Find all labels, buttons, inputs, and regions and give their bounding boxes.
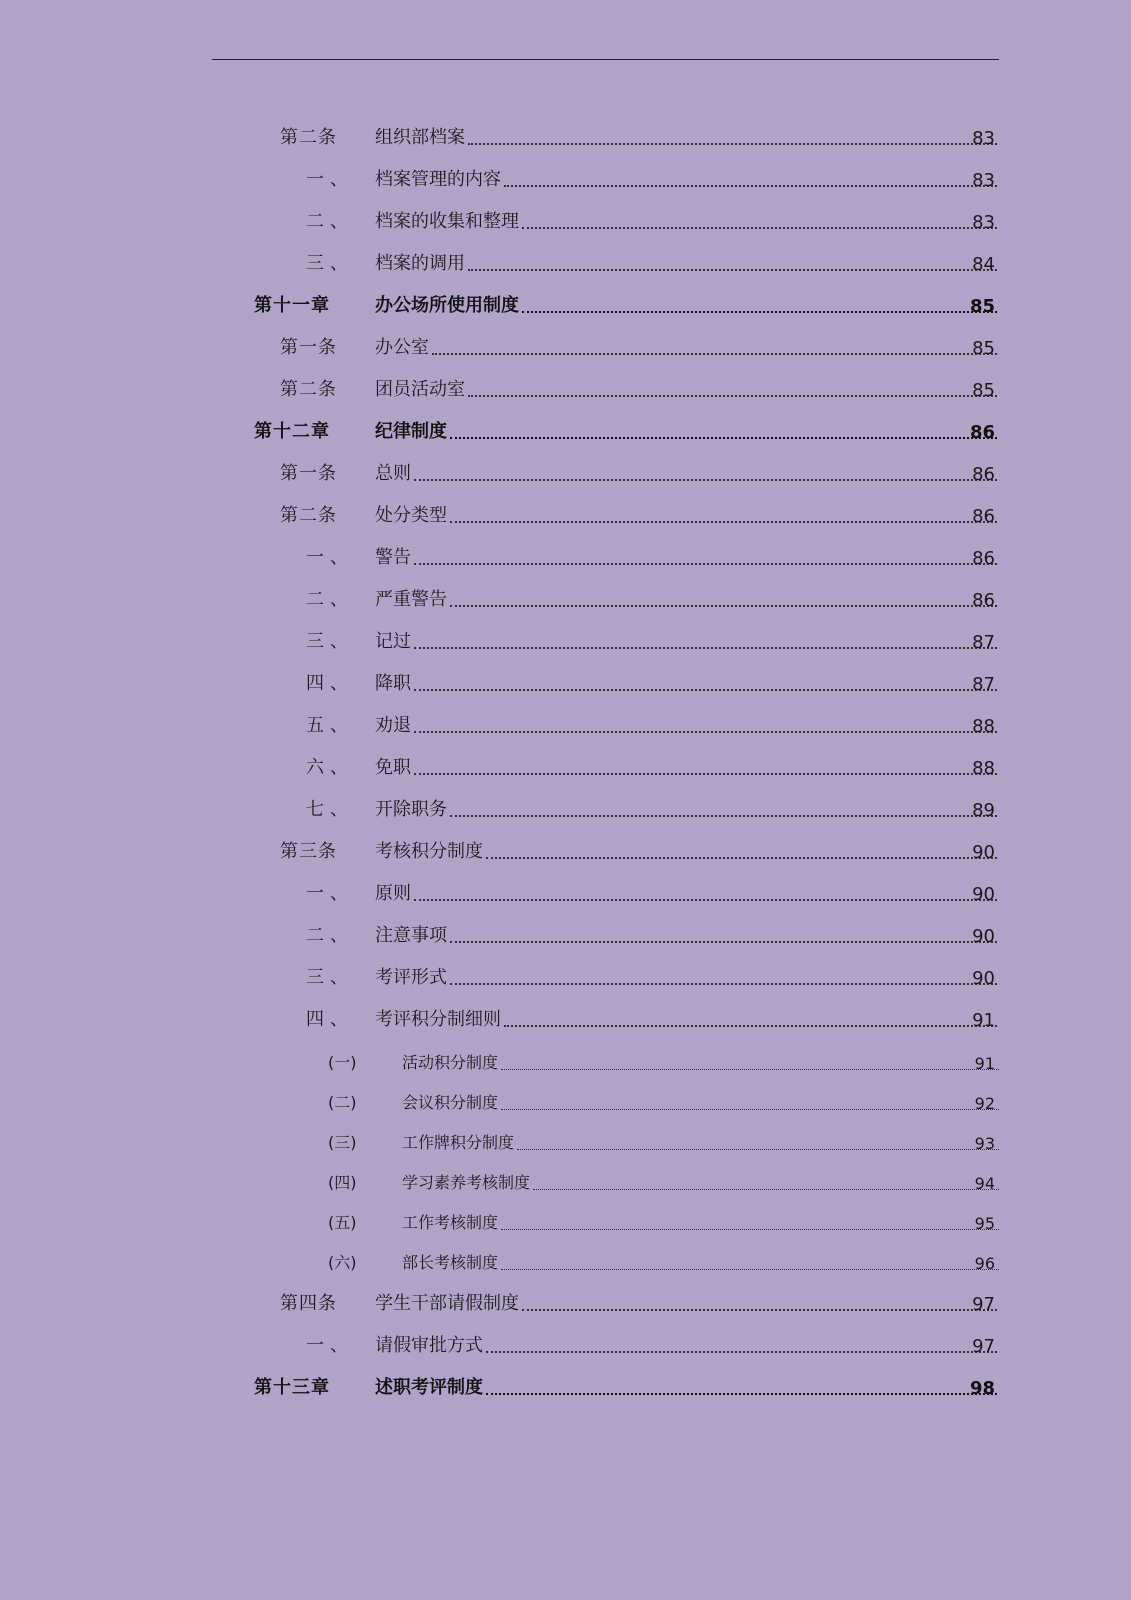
toc-entry-title[interactable]: 考评积分制细则 xyxy=(375,1009,501,1030)
toc-entry-title[interactable]: 团员活动室 xyxy=(375,379,465,400)
toc-entry-page-number[interactable]: 95 xyxy=(974,1214,995,1233)
toc-entry[interactable] xyxy=(0,1208,1131,1236)
toc-entry-title[interactable]: 严重警告 xyxy=(375,589,447,610)
toc-entry-title-group xyxy=(375,375,1000,401)
toc-entry-page-number[interactable]: 88 xyxy=(972,758,995,779)
toc-entry-number: (三) xyxy=(328,1133,357,1152)
toc-entry-page-number[interactable]: 86 xyxy=(972,590,995,611)
dot-leader xyxy=(450,815,997,817)
toc-entry-title-group xyxy=(402,1170,1002,1193)
toc-entry-number: 四、 xyxy=(306,673,354,694)
toc-entry-page-number[interactable]: 90 xyxy=(972,968,995,989)
toc-entry[interactable] xyxy=(0,418,1131,446)
toc-entry-title[interactable]: 工作牌积分制度 xyxy=(402,1133,515,1152)
dot-leader xyxy=(522,1309,997,1311)
toc-entry-page-number[interactable]: 93 xyxy=(974,1134,995,1153)
toc-entry-number: 第一条 xyxy=(280,337,337,358)
toc-entry-number: 三、 xyxy=(306,631,354,652)
dot-leader xyxy=(468,143,997,145)
toc-entry-page-number[interactable]: 94 xyxy=(974,1174,995,1193)
toc-entry-title-group xyxy=(375,459,1000,485)
toc-entry-title[interactable]: 办公场所使用制度 xyxy=(375,295,519,316)
toc-entry-page-number[interactable]: 98 xyxy=(969,1378,995,1399)
toc-entry-title-group xyxy=(375,963,1000,989)
toc-entry-page-number[interactable]: 86 xyxy=(972,506,995,527)
toc-entry[interactable] xyxy=(0,1128,1131,1156)
toc-entry-number: 第一条 xyxy=(280,463,337,484)
toc-entry-title-group xyxy=(402,1210,1002,1233)
toc-entry-page-number[interactable]: 89 xyxy=(972,800,995,821)
dot-leader xyxy=(414,773,997,775)
toc-entry-title[interactable]: 活动积分制度 xyxy=(402,1053,499,1072)
toc-entry-number: 第十三章 xyxy=(254,1377,330,1398)
toc-entry[interactable] xyxy=(0,166,1131,194)
toc-entry-page-number[interactable]: 86 xyxy=(972,548,995,569)
toc-entry-title[interactable]: 注意事项 xyxy=(375,925,447,946)
dot-leader xyxy=(486,1351,997,1353)
dot-leader xyxy=(432,353,997,355)
toc-entry[interactable] xyxy=(0,250,1131,278)
dot-leader xyxy=(522,311,997,313)
dot-leader xyxy=(414,689,997,691)
toc-entry-title[interactable]: 档案的收集和整理 xyxy=(375,211,519,232)
toc-entry-page-number[interactable]: 85 xyxy=(969,296,995,317)
dot-leader xyxy=(450,605,997,607)
dot-leader xyxy=(501,1229,999,1230)
toc-entry[interactable] xyxy=(0,838,1131,866)
toc-entry-title-group xyxy=(375,1005,1000,1031)
toc-entry-title-group xyxy=(375,1331,1000,1357)
toc-entry[interactable] xyxy=(0,1290,1131,1318)
toc-entry-page-number[interactable]: 88 xyxy=(972,716,995,737)
toc-entry-title-group xyxy=(402,1130,1002,1153)
toc-entry-title[interactable]: 免职 xyxy=(375,757,411,778)
toc-entry[interactable] xyxy=(0,1006,1131,1034)
dot-leader xyxy=(450,521,997,523)
dot-leader xyxy=(414,647,997,649)
toc-entry[interactable] xyxy=(0,880,1131,908)
toc-entry-number: 第三条 xyxy=(280,841,337,862)
toc-entry-title[interactable]: 纪律制度 xyxy=(375,421,447,442)
toc-entry-title-group xyxy=(402,1090,1002,1113)
toc-entry[interactable] xyxy=(0,1248,1131,1276)
dot-leader xyxy=(450,941,997,943)
toc-entry-title[interactable]: 处分类型 xyxy=(375,505,447,526)
toc-entry[interactable] xyxy=(0,964,1131,992)
toc-entry-title-group xyxy=(375,333,1000,359)
toc-entry-page-number[interactable]: 90 xyxy=(972,926,995,947)
toc-entry-number: 第十一章 xyxy=(254,295,330,316)
toc-entry-number: 六、 xyxy=(306,757,354,778)
toc-entry[interactable] xyxy=(0,922,1131,950)
toc-entry[interactable] xyxy=(0,460,1131,488)
toc-entry-title-group xyxy=(375,501,1000,527)
toc-entry-title-group xyxy=(375,123,1000,149)
toc-entry[interactable] xyxy=(0,124,1131,152)
dot-leader xyxy=(501,1069,999,1070)
toc-entry-page-number[interactable]: 84 xyxy=(972,254,995,275)
toc-entry-number: 第二条 xyxy=(280,127,337,148)
toc-entry-title[interactable]: 会议积分制度 xyxy=(402,1093,499,1112)
toc-entry[interactable] xyxy=(0,334,1131,362)
toc-entry-page-number[interactable]: 90 xyxy=(972,884,995,905)
dot-leader xyxy=(501,1269,999,1270)
toc-entry-number: 七、 xyxy=(306,799,354,820)
toc-entry-number: 四、 xyxy=(306,1009,354,1030)
toc-entry-title[interactable]: 开除职务 xyxy=(375,799,447,820)
toc-entry[interactable] xyxy=(0,292,1131,320)
dot-leader xyxy=(486,857,997,859)
toc-entry-title-group xyxy=(375,627,1000,653)
toc-entry-page-number[interactable]: 87 xyxy=(972,632,995,653)
toc-entry-title-group xyxy=(402,1250,1002,1273)
toc-entry-title-group xyxy=(375,837,1000,863)
toc-entry-title[interactable]: 组织部档案 xyxy=(375,127,465,148)
toc-entry-title-group xyxy=(375,879,1000,905)
dot-leader xyxy=(414,479,997,481)
toc-entry-number: 二、 xyxy=(306,925,354,946)
toc-entry-page-number[interactable]: 83 xyxy=(972,128,995,149)
toc-entry-title[interactable]: 劝退 xyxy=(375,715,411,736)
toc-entry-number: 第四条 xyxy=(280,1293,337,1314)
toc-entry-page-number[interactable]: 92 xyxy=(974,1094,995,1113)
toc-entry-title[interactable]: 考核积分制度 xyxy=(375,841,483,862)
toc-entry-page-number[interactable]: 91 xyxy=(972,1010,995,1031)
toc-entry-title-group xyxy=(375,207,1000,233)
toc-entry-title-group xyxy=(375,1373,1000,1399)
toc-entry-title[interactable]: 部长考核制度 xyxy=(402,1253,499,1272)
toc-entry-title-group xyxy=(375,1289,1000,1315)
toc-entry-title-group xyxy=(375,921,1000,947)
toc-entry-number: (一) xyxy=(328,1053,357,1072)
toc-entry-title-group xyxy=(375,249,1000,275)
toc-entry[interactable] xyxy=(0,712,1131,740)
toc-entry-number: 第二条 xyxy=(280,379,337,400)
toc-entry[interactable] xyxy=(0,1374,1131,1402)
toc-entry-title[interactable]: 警告 xyxy=(375,547,411,568)
toc-entry[interactable] xyxy=(0,502,1131,530)
toc-entry-title[interactable]: 工作考核制度 xyxy=(402,1213,499,1232)
dot-leader xyxy=(450,437,997,439)
toc-entry-page-number[interactable]: 83 xyxy=(972,212,995,233)
toc-entry-page-number[interactable]: 86 xyxy=(972,464,995,485)
toc-entry-number: 五、 xyxy=(306,715,354,736)
toc-entry[interactable] xyxy=(0,376,1131,404)
toc-entry[interactable] xyxy=(0,670,1131,698)
toc-entry-page-number[interactable]: 83 xyxy=(972,170,995,191)
toc-entry[interactable] xyxy=(0,754,1131,782)
dot-leader xyxy=(450,983,997,985)
toc-entry[interactable] xyxy=(0,796,1131,824)
toc-entry-number: 三、 xyxy=(306,967,354,988)
toc-entry-title[interactable]: 档案管理的内容 xyxy=(375,169,501,190)
toc-entry[interactable] xyxy=(0,628,1131,656)
dot-leader xyxy=(468,269,997,271)
dot-leader xyxy=(414,899,997,901)
toc-entry-title-group xyxy=(375,417,1000,443)
toc-entry-title[interactable]: 档案的调用 xyxy=(375,253,465,274)
dot-leader xyxy=(517,1149,999,1150)
toc-entry-title[interactable]: 述职考评制度 xyxy=(375,1377,483,1398)
toc-entry-page-number[interactable]: 91 xyxy=(974,1054,995,1073)
toc-entry-number: 第十二章 xyxy=(254,421,330,442)
toc-entry[interactable] xyxy=(0,1332,1131,1360)
toc-entry-title[interactable]: 学生干部请假制度 xyxy=(375,1293,519,1314)
toc-entry[interactable] xyxy=(0,208,1131,236)
toc-entry[interactable] xyxy=(0,1048,1131,1076)
toc-entry-page-number[interactable]: 96 xyxy=(974,1254,995,1273)
toc-entry-page-number[interactable]: 90 xyxy=(972,842,995,863)
toc-entry-number: (六) xyxy=(328,1253,357,1272)
toc-entry-title[interactable]: 记过 xyxy=(375,631,411,652)
toc-entry-title-group xyxy=(375,795,1000,821)
dot-leader xyxy=(486,1393,997,1395)
toc-entry-number: 二、 xyxy=(306,211,354,232)
toc-entry-title[interactable]: 降职 xyxy=(375,673,411,694)
toc-entry-number: 三、 xyxy=(306,253,354,274)
toc-entry-page-number[interactable]: 85 xyxy=(972,380,995,401)
toc-entry-number: 二、 xyxy=(306,589,354,610)
toc-entry-number: 一、 xyxy=(306,169,354,190)
toc-entry-title-group xyxy=(375,291,1000,317)
toc-entry-title-group xyxy=(375,711,1000,737)
toc-entry-number: (五) xyxy=(328,1213,357,1232)
dot-leader xyxy=(533,1189,999,1190)
toc-entry[interactable] xyxy=(0,1088,1131,1116)
toc-entry-title[interactable]: 学习素养考核制度 xyxy=(402,1173,531,1192)
toc-entry-page-number[interactable]: 97 xyxy=(972,1336,995,1357)
toc-entry-title[interactable]: 原则 xyxy=(375,883,411,904)
toc-entry-page-number[interactable]: 85 xyxy=(972,338,995,359)
toc-entry[interactable] xyxy=(0,1168,1131,1196)
toc-entry-title-group xyxy=(375,585,1000,611)
toc-entry-page-number[interactable]: 86 xyxy=(969,422,995,443)
dot-leader xyxy=(504,185,997,187)
dot-leader xyxy=(414,731,997,733)
toc-entry-page-number[interactable]: 97 xyxy=(972,1294,995,1315)
toc-entry-title-group xyxy=(375,165,1000,191)
toc-entry-title[interactable]: 请假审批方式 xyxy=(375,1335,483,1356)
toc-entry-number: (二) xyxy=(328,1093,357,1112)
toc-entry-page-number[interactable]: 87 xyxy=(972,674,995,695)
dot-leader xyxy=(522,227,997,229)
toc-entry-title-group xyxy=(402,1050,1002,1073)
toc-entry-number: 第二条 xyxy=(280,505,337,526)
toc-entry-title[interactable]: 考评形式 xyxy=(375,967,447,988)
dot-leader xyxy=(414,563,997,565)
toc-entry-number: 一、 xyxy=(306,547,354,568)
toc-entry-title-group xyxy=(375,543,1000,569)
dot-leader xyxy=(501,1109,999,1110)
toc-entry-number: 一、 xyxy=(306,883,354,904)
toc-entry[interactable] xyxy=(0,544,1131,572)
toc-entry-title[interactable]: 办公室 xyxy=(375,337,429,358)
toc-entry-number: 一、 xyxy=(306,1335,354,1356)
toc-entry-title[interactable]: 总则 xyxy=(375,463,411,484)
toc-entry-number: (四) xyxy=(328,1173,357,1192)
toc-entry-title-group xyxy=(375,753,1000,779)
dot-leader xyxy=(504,1025,997,1027)
toc-entry-title-group xyxy=(375,669,1000,695)
dot-leader xyxy=(468,395,997,397)
toc-entry[interactable] xyxy=(0,586,1131,614)
